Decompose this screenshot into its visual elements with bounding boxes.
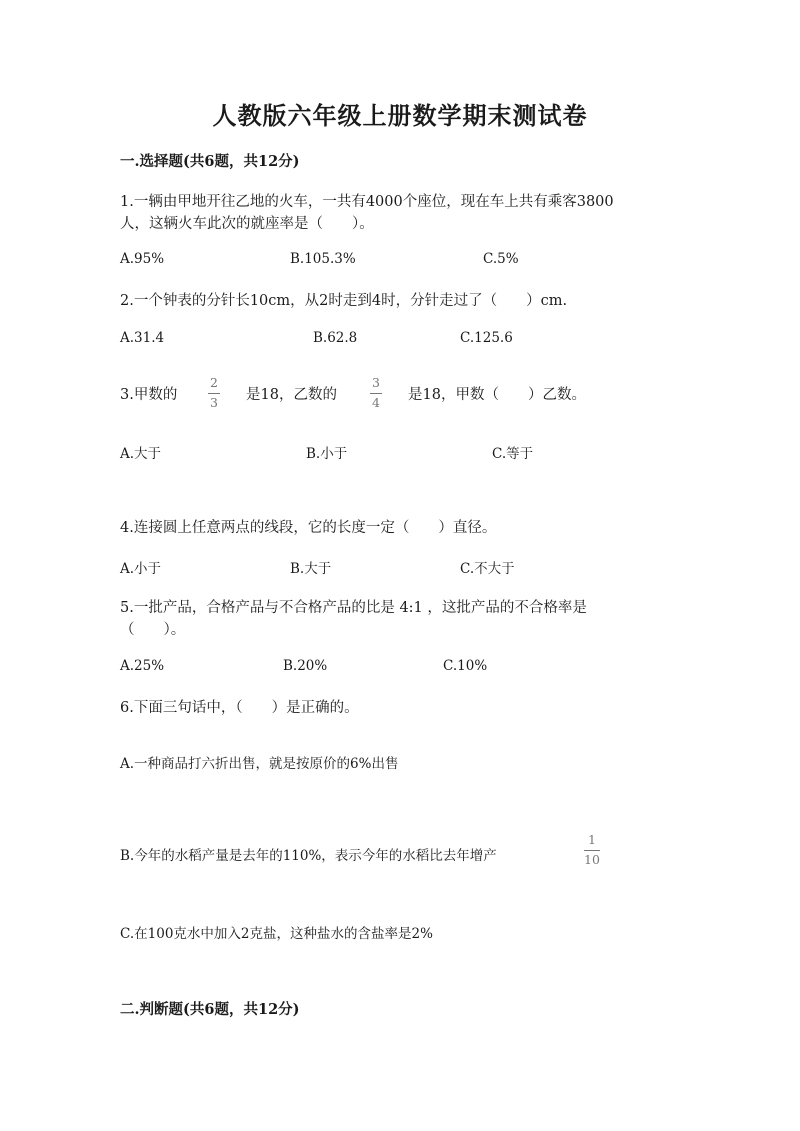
question-4-option-a: A.小于: [120, 561, 162, 577]
question-2-option-b: B.62.8: [313, 330, 358, 346]
question-6-option-a: A.一种商品打六折出售，就是按原价的6%出售: [120, 756, 399, 772]
question-1-option-b: B.105.3%: [290, 251, 356, 267]
question-1-option-a: A.95%: [120, 251, 165, 267]
page-title: 人教版六年级上册数学期末测试卷: [212, 101, 588, 130]
question-3-part-3: 是18，甲数（ ）乙数。: [408, 387, 586, 403]
question-3-part-2: 是18，乙数的: [246, 387, 337, 403]
question-4-line-1: 4.连接圆上任意两点的线段，它的长度一定（ ）直径。: [120, 520, 497, 536]
question-3-fraction-1: [208, 377, 220, 409]
question-2-option-a: A.31.4: [120, 330, 165, 346]
question-1-option-c: C.5%: [483, 251, 519, 267]
question-4-option-b: B.大于: [290, 561, 332, 577]
question-3-fraction-2: [370, 377, 382, 409]
question-5-option-b: B.20%: [283, 658, 328, 674]
question-3-part-1: 3.甲数的: [120, 387, 178, 403]
question-6-line-1: 6.下面三句话中，（ ）是正确的。: [120, 700, 359, 716]
fraction-numerator: 2: [210, 375, 218, 390]
question-1-line-1: 1.一辆由甲地开往乙地的火车，一共有4000个座位，现在车上共有乘客3800: [120, 194, 614, 210]
question-3-option-b: B.小于: [306, 446, 348, 462]
section-heading-choice: 一.选择题(共6题，共12分): [120, 153, 300, 170]
question-3-option-c: C.等于: [492, 446, 534, 462]
question-6-option-b: B.今年的水稻产量是去年的110%，表示今年的水稻比去年增产: [120, 848, 497, 864]
question-1-line-2: 人，这辆火车此次的就座率是（ ）。: [120, 216, 374, 232]
fraction-numerator: 1: [588, 832, 596, 847]
question-2-line-1: 2.一个钟表的分针长10cm，从2时走到4时，分针走过了（ ）cm.: [120, 293, 568, 309]
question-4-option-c: C.不大于: [460, 561, 515, 577]
question-5-option-c: C.10%: [443, 658, 488, 674]
question-5-option-a: A.25%: [120, 658, 165, 674]
fraction-denominator: 4: [372, 394, 380, 410]
question-3-option-a: A.大于: [120, 446, 162, 462]
question-5-line-1: 5.一批产品，合格产品与不合格产品的比是 4:1 ，这批产品的不合格率是: [120, 600, 587, 616]
section-heading-judgement: 二.判断题(共6题，共12分): [120, 1001, 300, 1018]
fraction-numerator: 3: [372, 375, 380, 390]
question-6-option-c: C.在100克水中加入2克盐，这种盐水的含盐率是2%: [120, 926, 433, 942]
fraction-denominator: 3: [210, 394, 218, 410]
question-5-line-2: （ ）。: [120, 622, 186, 638]
fraction-denominator: 10: [584, 851, 600, 867]
question-6-option-b-fraction: [584, 834, 600, 866]
question-2-option-c: C.125.6: [460, 330, 513, 346]
